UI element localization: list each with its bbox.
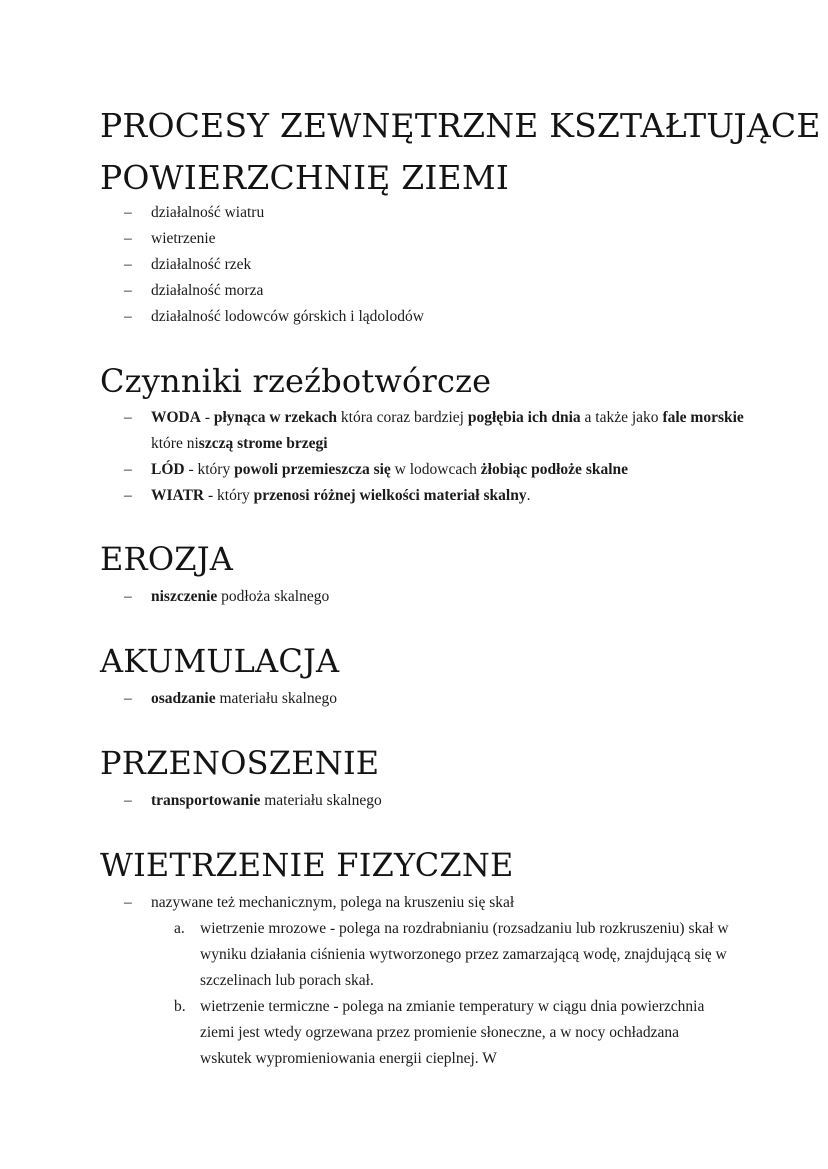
list-item: – nazywane też mechanicznym, polega na kruszeniu się skał	[124, 890, 744, 916]
title-line-2: POWIERZCHNIĘ ZIEMI	[100, 158, 510, 197]
wietrzenie-heading: WIETRZENIE FIZYCZNE	[100, 846, 514, 884]
list-item: – działalność morza	[124, 278, 744, 304]
title-line-1: PROCESY ZEWNĘTRZNE KSZTAŁTUJĄCE	[100, 106, 821, 145]
processes-list	[124, 200, 744, 330]
list-item: – działalność rzek	[124, 252, 744, 278]
przenoszenie-list	[124, 788, 744, 814]
przenoszenie-heading: PRZENOSZENIE	[100, 744, 380, 782]
akumulacja-list	[124, 686, 744, 712]
page-title	[100, 100, 821, 204]
factors-list	[124, 405, 744, 509]
list-item: – wietrzenie	[124, 226, 744, 252]
list-item: – osadzanie materiału skalnego	[124, 686, 744, 712]
erozja-list	[124, 584, 744, 610]
item-text: wietrzenie termiczne - polega na zmianie temperatury w ciągu dnia powierzchnia ziemi jest wtedy ogrzewana przez promienie słoneczne, a w nocy ochładzana wskutek wypromieniowania energii cieplnej. W	[200, 998, 705, 1067]
list-item: – działalność wiatru	[124, 200, 744, 226]
erozja-heading: EROZJA	[100, 540, 234, 578]
factor-lod: – LÓD - który powoli przemieszcza się w lodowcach żłobiąc podłoże skalne	[124, 457, 744, 483]
item-marker: b.	[174, 998, 186, 1015]
wietrzenie-list	[124, 890, 744, 916]
list-item: – transportowanie materiału skalnego	[124, 788, 744, 814]
factors-heading: Czynniki rzeźbotwórcze	[100, 362, 492, 400]
item-text: wietrzenie mrozowe - polega na rozdrabnianiu (rozsadzaniu lub rozkruszeniu) skał w wyniku działania ciśnienia wytworzonego przez zamarzającą wodę, znajdującą się w szczelinach lub porach skał.	[200, 920, 729, 989]
factor-woda: – WODA - płynąca w rzekach która coraz bardziej pogłębia ich dnia a także jako fale morskie które niszczą strome brzegi	[124, 405, 744, 457]
sublist-item	[170, 916, 730, 994]
list-item: – działalność lodowców górskich i lądolodów	[124, 304, 744, 330]
wietrzenie-sublist	[170, 916, 730, 1072]
akumulacja-heading: AKUMULACJA	[100, 642, 340, 680]
list-item: – niszczenie podłoża skalnego	[124, 584, 744, 610]
factor-wiatr: – WIATR - który przenosi różnej wielkości materiał skalny.	[124, 483, 744, 509]
sublist-item	[170, 994, 730, 1072]
item-marker: a.	[174, 920, 185, 937]
